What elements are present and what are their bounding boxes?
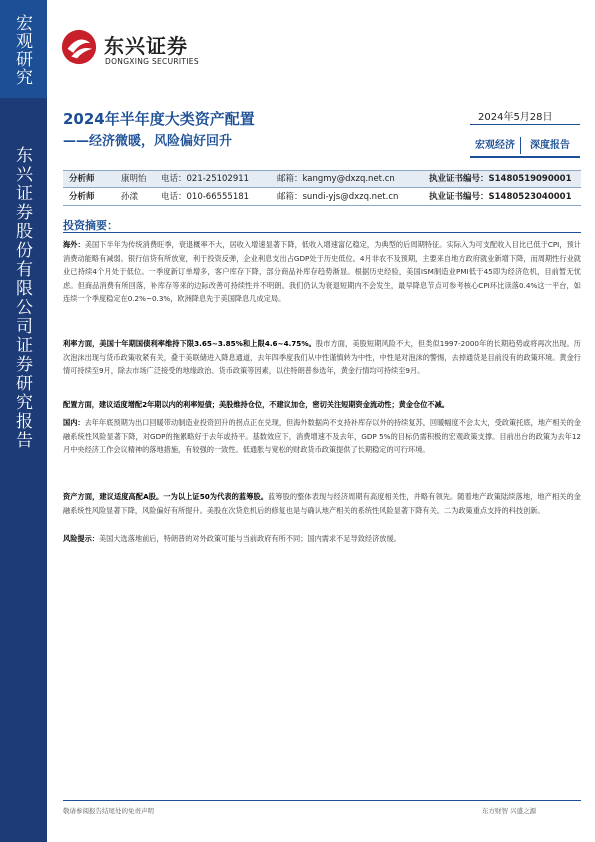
footer-slogan: 东方财智 兴盛之源 bbox=[482, 807, 537, 815]
report-title: 2024年半年度大类资产配置 bbox=[63, 110, 255, 128]
paragraph-lead: 利率方面，美国十年期国债利率维持下限3.65~3.85%和上限4.6~4.75%。 bbox=[63, 339, 316, 348]
logo-name-cn: 东兴证券 bbox=[104, 34, 188, 58]
analyst-email: 邮箱：kangmy@dxzq.net.cn bbox=[277, 174, 395, 184]
tag-divider bbox=[470, 156, 580, 158]
report-date: 2024年5月28日 bbox=[478, 112, 553, 123]
analyst-name: 康明怡 bbox=[121, 174, 147, 184]
analyst-role: 分析师 bbox=[69, 192, 95, 202]
paragraph-separator: ： bbox=[77, 418, 85, 427]
paragraph-body: 去年年底预期为出口回暖带动制造业投资回升的拐点正在兑现，但海外数据尚不支持补库存以外的持续复苏，回暖幅度不会太大，受政策托底，地产相关的金融系统性风险显著下降，对GDP的拖累略好于去年或持平。基数效应下，消费增速不及去年，GDP 5%的目标仍需积极的宏观政策支撑。目前出台的政策为去年12月中央经济工作会议精神的落地措施，有较强的一致性。低通胀与宽松的财政货币政策提供了长期稳定的可行环境。 bbox=[63, 418, 581, 454]
paragraph-separator: ： bbox=[91, 534, 99, 543]
paragraph-body: 股市方面，美股短期风险不大，但类似1997-2000年的长期趋势或将再次出现。历次泡沫出现与货币政策收紧有关，叠于美联储进入降息通道，去年四季度我们从中性谨慎转为中性，中性是对泡沫的警惕，去掉通货是目前没有的政策环境。黄金行情可持续至9月，除去市场广泛接受的地缘政治、货币政策等因素，以往特朗普参选年，黄金行情均可持续至9月。 bbox=[63, 339, 581, 375]
analyst-name: 孙漾 bbox=[121, 192, 139, 202]
analyst-middle-rule bbox=[63, 187, 581, 188]
paragraph-domestic bbox=[63, 416, 581, 488]
paragraph-risk bbox=[63, 532, 581, 548]
paragraph-lead: 风险提示 bbox=[63, 534, 92, 543]
analyst-email: 邮箱：sundi-yjs@dxzq.net.cn bbox=[277, 192, 399, 202]
paragraph-body: 美国下半年为传统消费旺季，衰退概率不大，居收入增速显著下降，低收入增速富亿稳定，为典型的后周期特征。实际入为可支配收入目比已低于CPI，预计消费动能略有减弱。银行信贷有所放宽，利于投资反弹，企业利息支出占GDP处于历史低位。4月非农不及预期，主要来自地方政府就业新增下降，而周期性行业就业已持续4个月处于低位。一季度新订单增多，客户库存下降，部分商品补库存趋势渐显。根据历史经验，美国ISM制造业PMI低于45即为经济危机，目前暂无忧虑。但商品消费有所回落，补库存等来的边际改善可持续性并不明朗。我们仍认为衰退短期内不会发生，最早降息节点可参考核心CPI环比读落0.4%这一平台，如连续一个季度稳定在0.2%~0.3%，欧洲降息先于美国降息几成定局。 bbox=[63, 240, 581, 303]
left-sidebar bbox=[0, 0, 47, 842]
date-divider bbox=[470, 124, 580, 125]
analyst-bottom-rule bbox=[63, 205, 581, 206]
paragraph-body: 蓝筹股的整体表现与经济周期有高度相关性，并略有领先。随着地产政策陆续落地，地产相关的金融系统性风险显著下降，风险偏好有所提升。美股在次贷危机后的修复也是与确认地产相关的系统性风险显著下降有关。二为政策重点支持的科技创新。 bbox=[63, 492, 581, 515]
paragraph-lead: 配置方面，建议适度增配2年期以内的利率短债；美股维持仓位，不建议加仓，密切关注短期资金流动性；黄金仓位不减。 bbox=[63, 400, 449, 409]
sidebar-category-label: 宏观研究 bbox=[12, 14, 32, 86]
paragraph-body: 美国大选落地前后，特朗普的对外政策可能与当前政府有所不同；国内需求不足导致经济放缓。 bbox=[98, 534, 401, 543]
analyst-role: 分析师 bbox=[69, 174, 95, 184]
abstract-heading: 投资摘要： bbox=[63, 219, 118, 232]
company-logo bbox=[60, 26, 210, 74]
report-subtitle: ——经济微暖，风险偏好回升 bbox=[63, 134, 233, 149]
logo-name-en: DONGXING SECURITIES bbox=[105, 57, 199, 66]
footer-divider bbox=[63, 800, 581, 801]
paragraph-assets bbox=[63, 490, 581, 534]
analyst-row bbox=[63, 189, 581, 205]
analyst-row bbox=[63, 171, 581, 187]
footer-disclaimer: 敬请参阅报告结尾处的免责声明 bbox=[63, 807, 154, 815]
paragraph-overseas bbox=[63, 238, 581, 338]
analyst-phone: 电话：021-25102911 bbox=[161, 174, 250, 184]
paragraph-allocation bbox=[63, 398, 581, 414]
analyst-certificate: 执业证书编号：S1480519090001 bbox=[429, 174, 572, 184]
paragraph-rates bbox=[63, 337, 581, 393]
paragraph-separator: ： bbox=[77, 240, 85, 249]
tag-in-depth-report: 深度报告 bbox=[520, 137, 579, 154]
tag-macro-economy: 宏观经济 bbox=[475, 140, 515, 151]
logo-mark-icon bbox=[60, 28, 98, 66]
paragraph-lead: 国内 bbox=[63, 418, 78, 427]
analyst-certificate: 执业证书编号：S1480523040001 bbox=[429, 192, 572, 202]
abstract-divider bbox=[63, 232, 581, 233]
paragraph-lead: 海外 bbox=[63, 240, 78, 249]
sidebar-company-label: 东兴证券股份有限公司证券研究报告 bbox=[12, 146, 32, 450]
paragraph-lead: 资产方面，建议适度高配A股。一为以上证50为代表的蓝筹股。 bbox=[63, 492, 269, 501]
analyst-phone: 电话：010-66555181 bbox=[161, 192, 250, 202]
